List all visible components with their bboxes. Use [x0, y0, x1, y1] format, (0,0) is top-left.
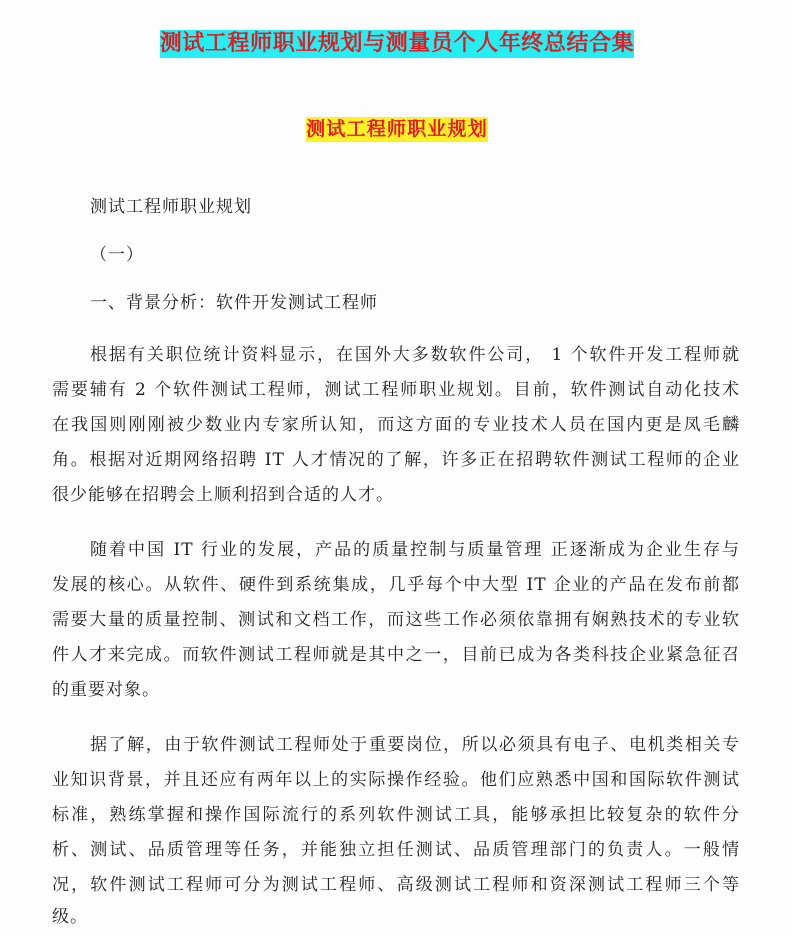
paragraph-line: 角。根据对近期网络招聘 IT 人才情况的了解，许多正在招聘软件测试工程师的企业 — [52, 449, 740, 470]
paragraph-line: 业知识背景，并且还应有两年以上的实际操作经验。他们应熟悉中国和国际软件测试 — [52, 769, 740, 790]
paragraph-line: 需要大量的质量控制、测试和文档工作，而这些工作必须依靠拥有娴熟技术的专业软 — [52, 609, 740, 630]
paragraph-line: 根据有关职位统计资料显示，在国外大多数软件公司， 1 个软件开发工程师就 — [90, 344, 740, 365]
document-title: 测试工程师职业规划与测量员个人年终总结合集 — [159, 31, 635, 56]
paragraph-line: 发展的核心。从软件、硬件到系统集成，几乎每个中大型 IT 企业的产品在发布前都 — [52, 574, 740, 595]
paragraph-line: 据了解，由于软件测试工程师处于重要岗位，所以必须具有电子、电机类相关专 — [90, 734, 740, 755]
paragraph-1 — [52, 338, 740, 513]
paragraph-line: 况，软件测试工程师可分为测试工程师、高级测试工程师和资深测试工程师三个等 — [52, 874, 740, 895]
paragraph-line: 需要辅有 2 个软件测试工程师，测试工程师职业规划。目前，软件测试自动化技术 — [52, 379, 740, 400]
paragraph-line: 在我国则刚刚被少数业内专家所认知，而这方面的专业技术人员在国内更是凤毛麟 — [52, 414, 740, 435]
paragraph-line: 的重要对象。 — [52, 679, 160, 700]
heading-background-analysis: 一、背景分析：软件开发测试工程师 — [90, 293, 378, 313]
heading-part-number: （一） — [90, 245, 144, 265]
paragraph-line: 级。 — [52, 906, 88, 927]
document-body — [52, 183, 740, 931]
paragraph-line: 析、测试、品质管理等任务，并能独立担任测试、品质管理部门的负责人。一般情 — [52, 839, 740, 860]
paragraph-line: 件人才来完成。而软件测试工程师就是其中之一，目前已成为各类科技企业紧急征召 — [52, 644, 740, 665]
paragraph-2 — [52, 533, 740, 708]
paragraph-line: 标准，熟练掌握和操作国际流行的系列软件测试工具，能够承担比较复杂的软件分 — [52, 804, 740, 825]
heading-topic: 测试工程师职业规划 — [90, 197, 252, 217]
paragraph-line: 很少能够在招聘会上顺利招到合适的人才。 — [52, 484, 394, 505]
section-title: 测试工程师职业规划 — [306, 118, 488, 140]
subtitle-row — [0, 117, 794, 142]
paragraph-line: 随着中国 IT 行业的发展，产品的质量控制与质量管理 正逐渐成为企业生存与 — [90, 539, 740, 560]
headings — [52, 183, 740, 327]
paragraph-3 — [52, 728, 740, 931]
title-row — [0, 30, 794, 58]
